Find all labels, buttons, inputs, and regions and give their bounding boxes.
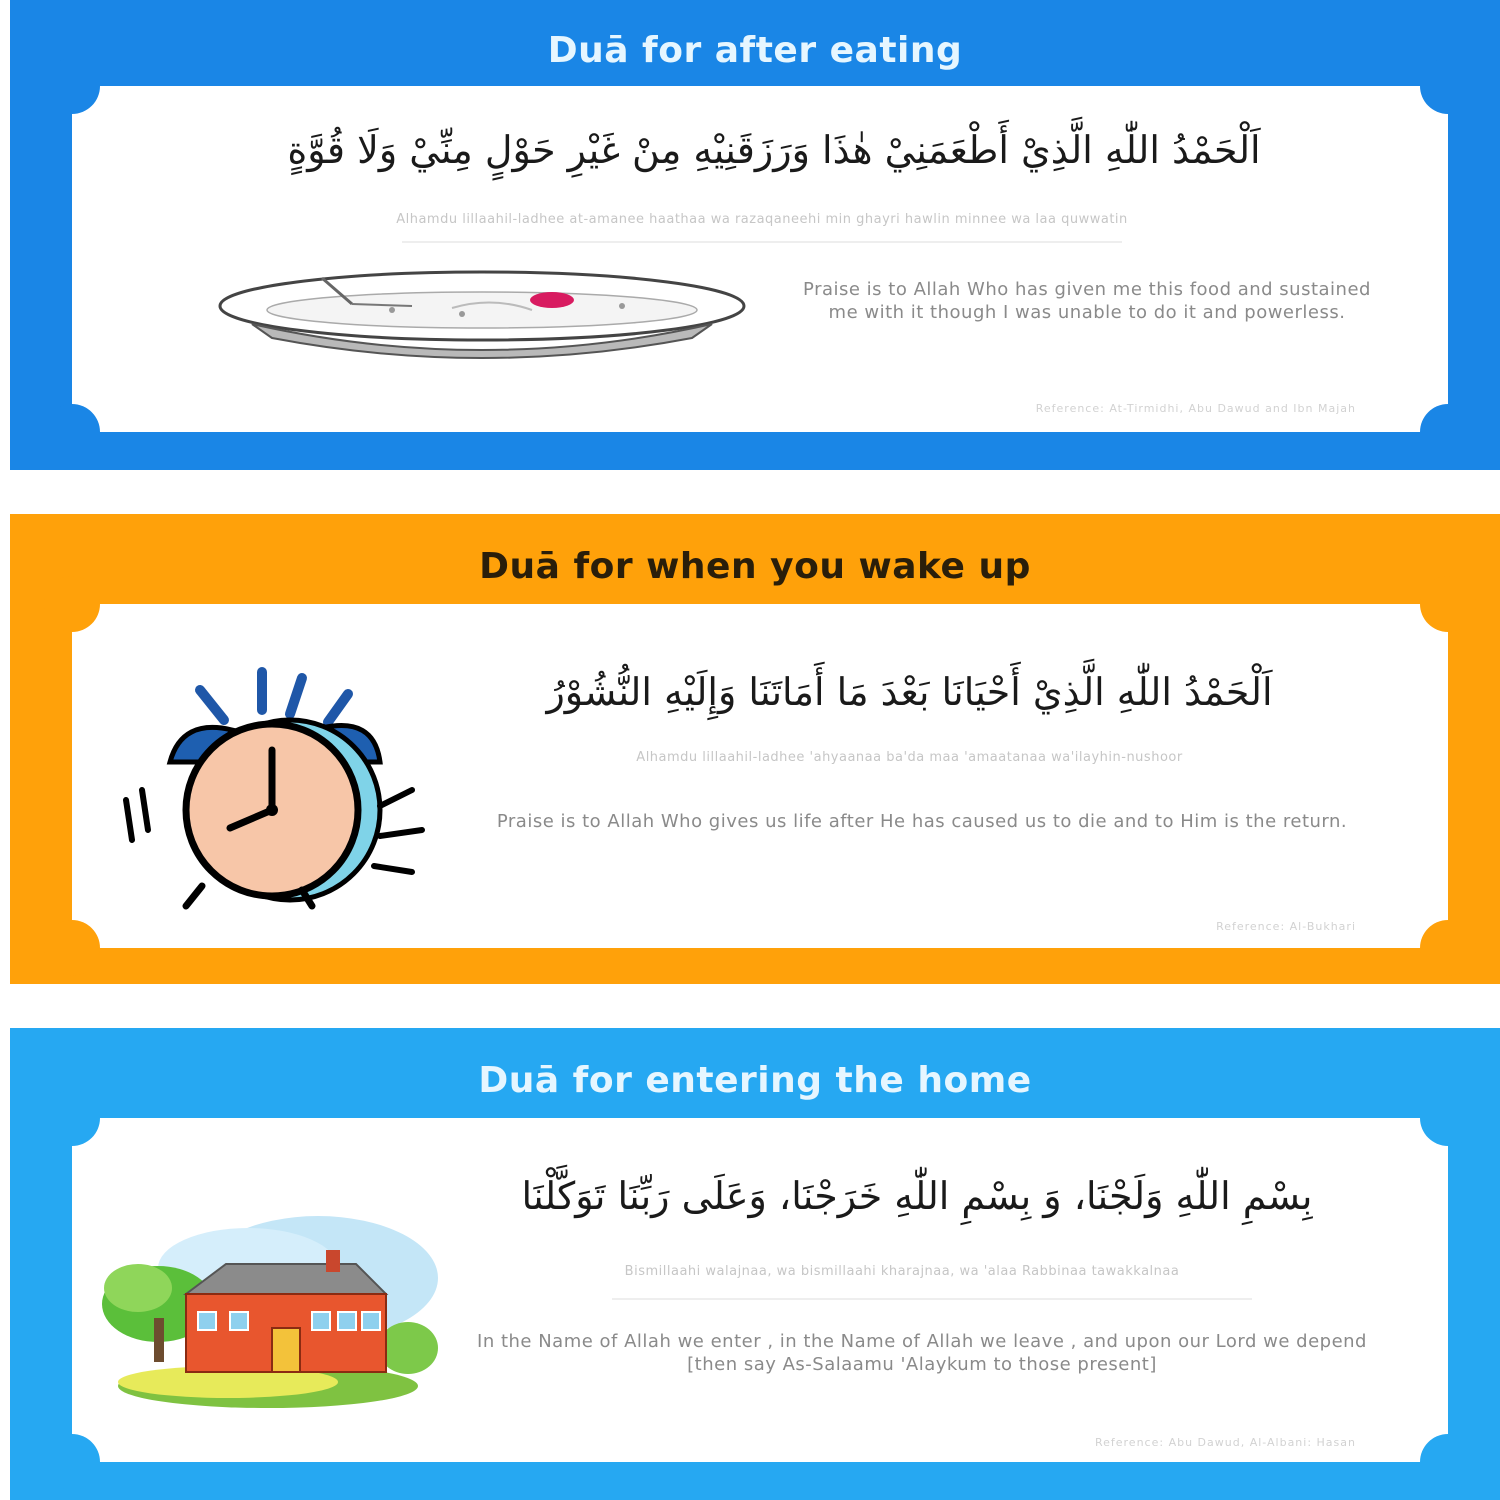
translation-text: Praise is to Allah Who has given me this food and sustained me with it though I was unable to do it and powerless.	[803, 279, 1371, 323]
card-inner-panel	[72, 86, 1448, 432]
transliteration-text: Alhamdu lillaahil-ladhee at-amanee haathaa wa razaqaneehi min ghayri hawlin minnee wa laa quwwatin	[396, 212, 1128, 227]
card-inner-panel	[72, 604, 1448, 948]
dua-card-wake-up	[10, 514, 1500, 984]
reference-text: Reference: Abu Dawud, Al-Albani: Hasan	[1094, 1436, 1356, 1449]
card-title: Duā for after eating	[547, 30, 963, 71]
house-icon	[98, 1208, 448, 1408]
reference-text: Reference: Al-Bukhari	[1216, 920, 1356, 933]
card-title: Duā for entering the home	[478, 1060, 1032, 1101]
card-title: Duā for when you wake up	[479, 546, 1031, 587]
faint-divider	[402, 241, 1122, 243]
plate-icon	[212, 266, 752, 376]
arabic-text: اَلْحَمْدُ اللّٰهِ الَّذِيْ أَحْيَانَا بَعْدَ مَا أَمَاتَنَا وَإِلَيْهِ النُّشُوْرُ	[546, 670, 1273, 714]
translation-text: Praise is to Allah Who gives us life after He has caused us to die and to Him is the return.	[496, 811, 1348, 832]
transliteration-text: Bismillaahi walajnaa, wa bismillaahi kharajnaa, wa 'alaa Rabbinaa tawakkalnaa	[624, 1264, 1180, 1279]
translation-text: In the Name of Allah we enter , in the Name of Allah we leave , and upon our Lord we depend [then say As-Salaamu 'Alaykum to those present]	[477, 1331, 1367, 1375]
arabic-text: بِسْمِ اللّٰهِ وَلَجْنَا، وَ بِسْمِ اللّٰهِ خَرَجْنَا، وَعَلَى رَبِّنَا تَوَكَّلْنَا	[521, 1174, 1313, 1218]
alarm-clock-icon	[112, 650, 432, 910]
transliteration-text: Alhamdu lillaahil-ladhee 'ahyaanaa ba'da maa 'amaatanaa wa'ilayhin-nushoor	[636, 750, 1183, 765]
arabic-text: اَلْحَمْدُ اللّٰهِ الَّذِيْ أَطْعَمَنِيْ هٰذَا وَرَزَقَنِيْهِ مِنْ غَيْرِ حَوْلٍ مِنِّيْ وَلَا قُوَّةٍ	[287, 128, 1261, 172]
card-inner-panel	[72, 1118, 1448, 1462]
faint-divider	[612, 1298, 1252, 1300]
dua-card-after-eating	[10, 0, 1500, 470]
reference-text: Reference: At-Tirmidhi, Abu Dawud and Ibn Majah	[1035, 402, 1356, 415]
dua-card-entering-home	[10, 1028, 1500, 1500]
